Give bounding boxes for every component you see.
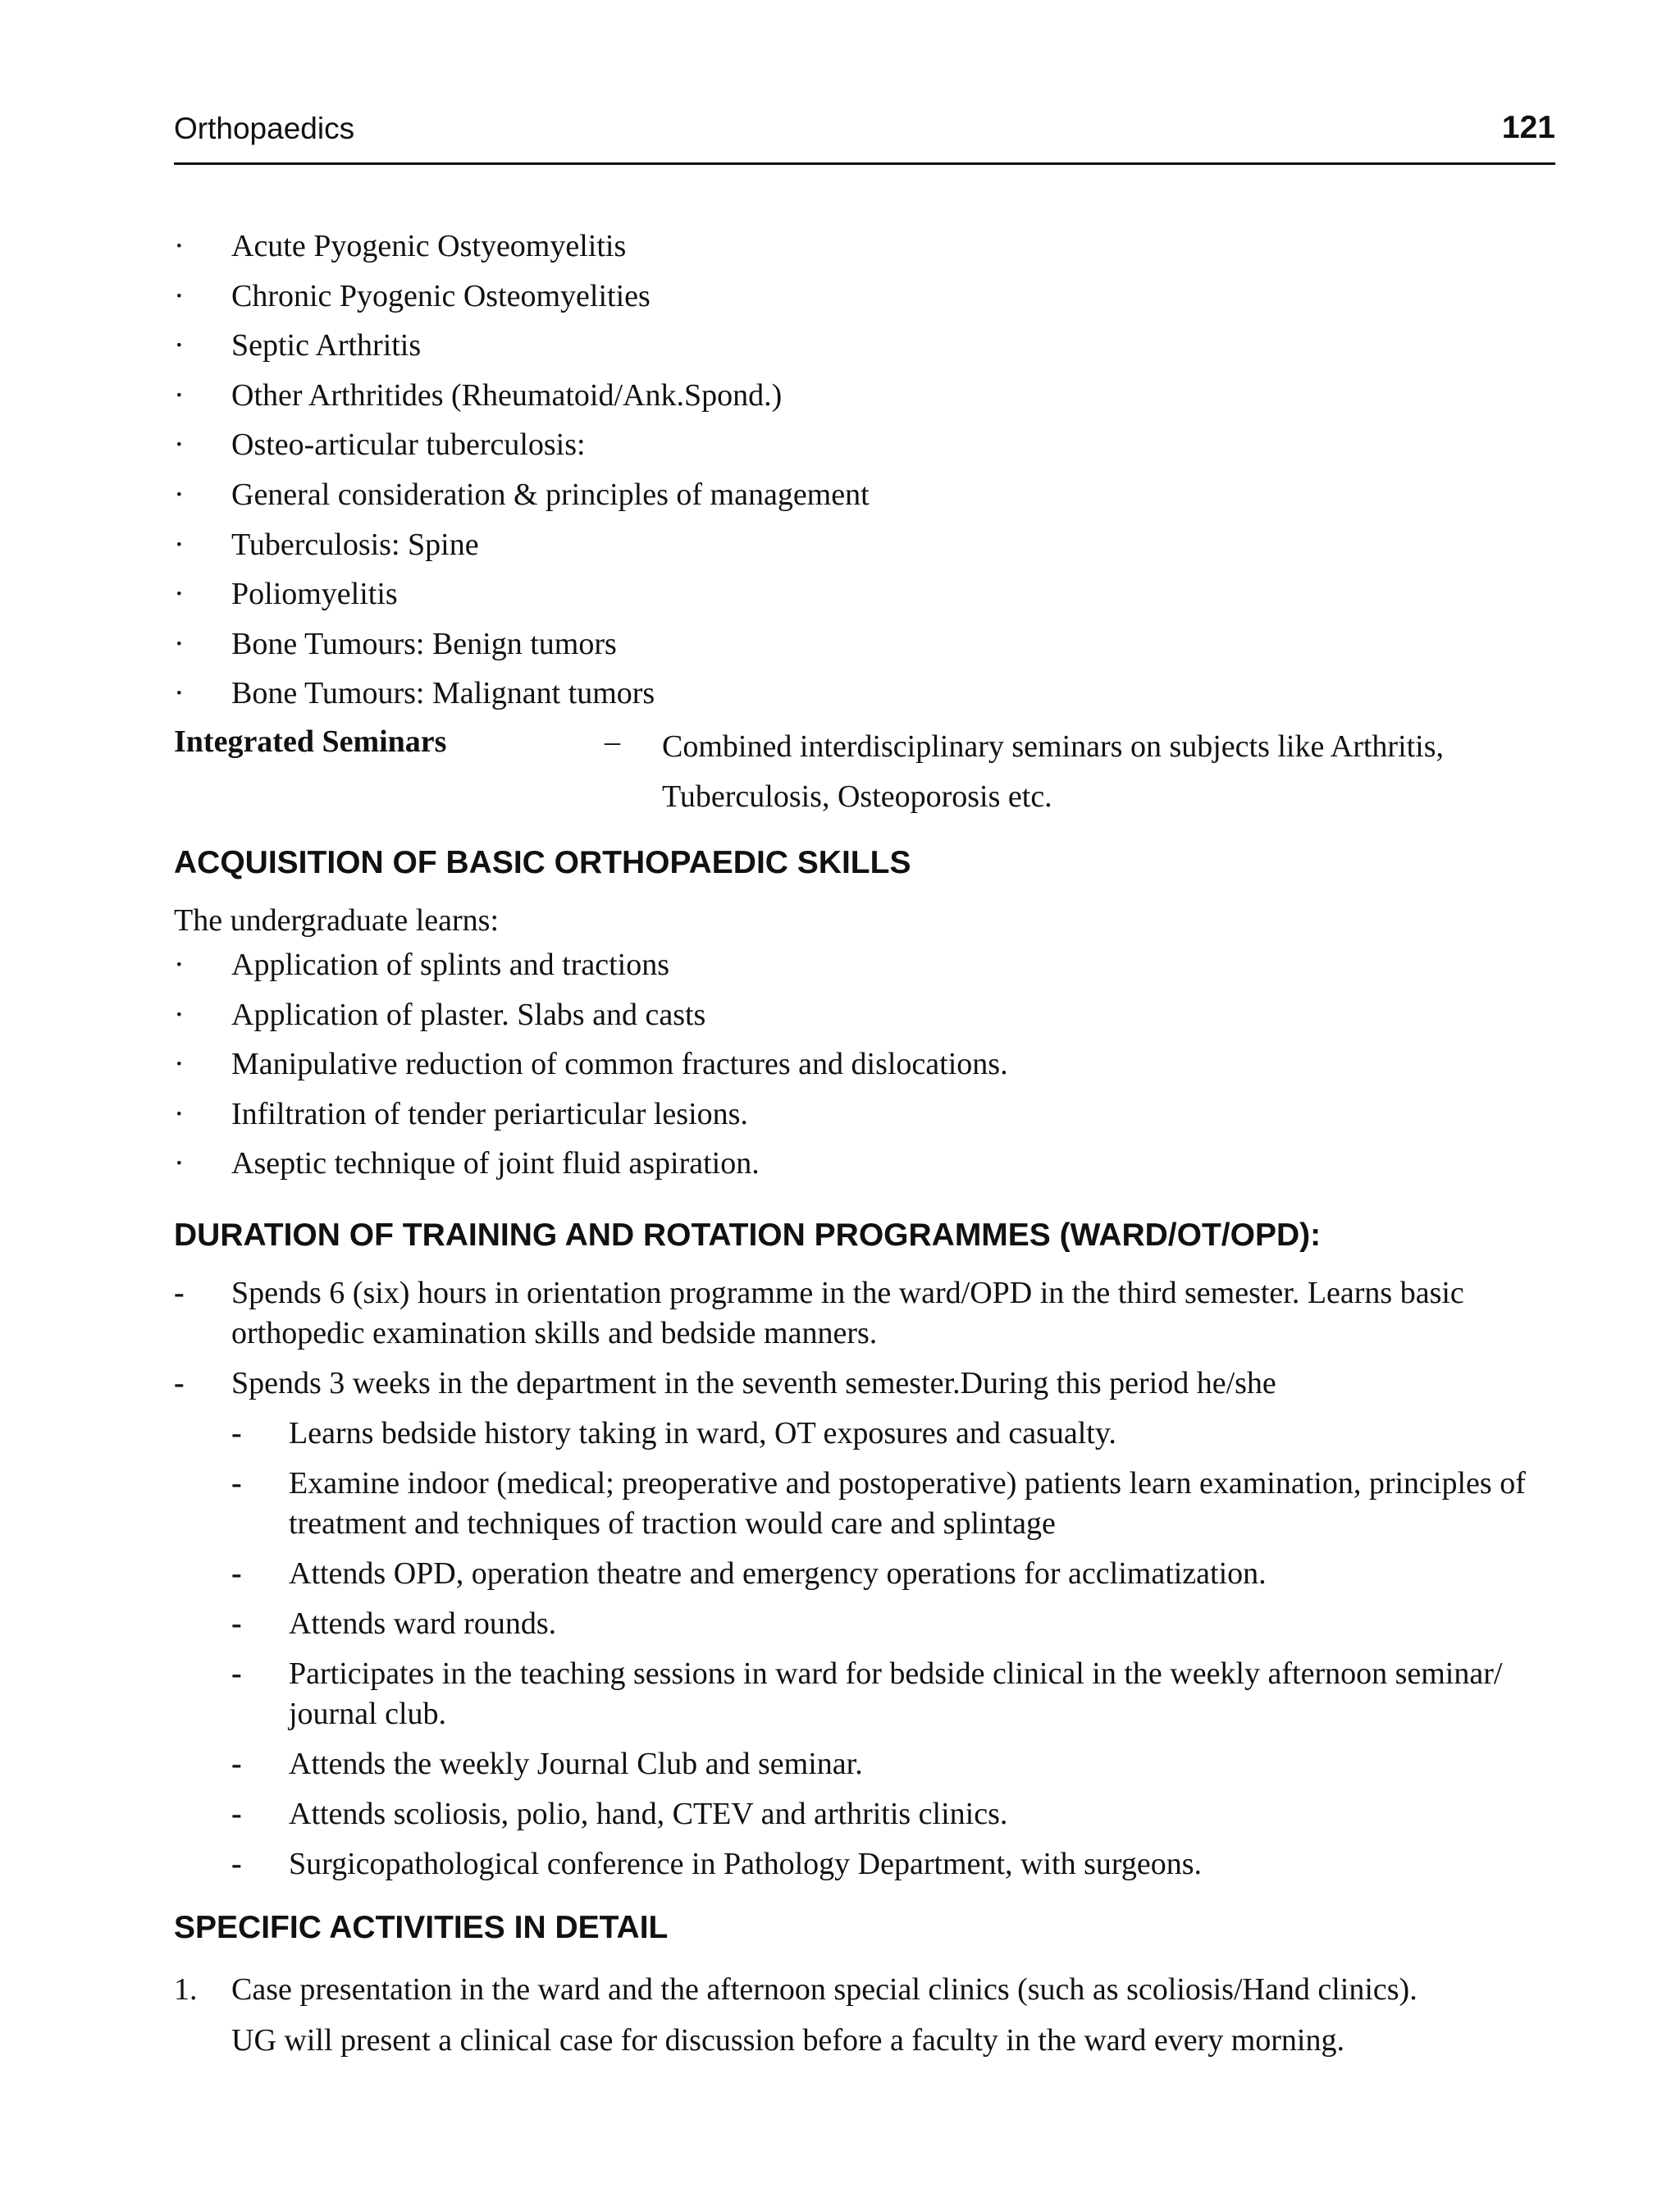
bullet: · xyxy=(174,997,185,1032)
topic-text: General consideration & principles of management xyxy=(231,477,870,512)
dash-marker: - xyxy=(231,1656,242,1691)
bullet: · xyxy=(174,1047,185,1082)
integrated-seminars-dash: – xyxy=(605,724,620,759)
sublist-item xyxy=(231,1654,1555,1734)
list-item xyxy=(174,1144,1008,1194)
list-item xyxy=(174,624,870,674)
duration-text: Spends 6 (six) hours in orientation programme in the ward/OPD in the third semester. Learns basic orthopedic examination skills and bedside manners. xyxy=(231,1276,1464,1350)
topic-text: Acute Pyogenic Ostyeomyelitis xyxy=(231,229,627,263)
list-item xyxy=(174,226,870,276)
bullet: · xyxy=(174,377,185,413)
list-item xyxy=(174,1044,1008,1094)
subitem-text: Participates in the teaching sessions in ward for bedside clinical in the weekly afternoon seminar/ journal club. xyxy=(289,1656,1503,1731)
topic-text: Tuberculosis: Spine xyxy=(231,527,479,562)
sublist-item xyxy=(231,1844,1555,1884)
activities-heading: SPECIFIC ACTIVITIES IN DETAIL xyxy=(174,1910,669,1945)
bullet: · xyxy=(174,948,185,982)
bullet: · xyxy=(174,328,185,363)
bullet: · xyxy=(174,577,185,612)
subitem-text: Attends ward rounds. xyxy=(289,1606,557,1641)
duration-list xyxy=(174,1273,1555,1894)
dash-marker: - xyxy=(231,1797,242,1831)
dash-marker: - xyxy=(174,1366,185,1400)
list-item xyxy=(174,276,870,327)
activity-continuation: UG will present a clinical case for discussion before a faculty in the ward every morning. xyxy=(231,2023,1344,2058)
dash-marker: - xyxy=(174,1276,185,1310)
list-item xyxy=(174,1273,1555,1354)
sublist-item xyxy=(231,1794,1555,1834)
duration-heading: DURATION OF TRAINING AND ROTATION PROGRAMMES (WARD/OT/OPD): xyxy=(174,1217,1322,1253)
integrated-seminars xyxy=(174,722,1555,820)
bullet: · xyxy=(174,676,185,711)
skill-text: Application of plaster. Slabs and casts xyxy=(231,997,706,1032)
subitem-text: Attends scoliosis, polio, hand, CTEV and arthritis clinics. xyxy=(289,1797,1008,1831)
list-item xyxy=(174,1964,1555,2066)
integrated-seminars-label: Integrated Seminars xyxy=(174,724,447,759)
topic-text: Bone Tumours: Benign tumors xyxy=(231,626,617,661)
subitem-text: Examine indoor (medical; preoperative and postoperative) patients learn examination, principles of treatment and techniques of traction would care and splintage xyxy=(289,1466,1526,1541)
bullet: · xyxy=(174,626,185,661)
list-item xyxy=(174,574,870,624)
skills-list xyxy=(174,945,1008,1194)
page-header xyxy=(174,108,1555,165)
bullet: · xyxy=(174,229,185,263)
subitem-text: Attends OPD, operation theatre and emergency operations for acclimatization. xyxy=(289,1556,1267,1591)
list-item xyxy=(174,525,870,575)
activities-list xyxy=(174,1964,1555,2066)
integrated-seminars-text: Combined interdisciplinary seminars on subjects like Arthritis, Tuberculosis, Osteoporosis etc. xyxy=(662,729,1445,814)
subitem-text: Surgicopathological conference in Pathology Department, with surgeons. xyxy=(289,1847,1203,1881)
sublist-item xyxy=(231,1554,1555,1594)
dash-marker: - xyxy=(231,1606,242,1641)
topic-text: Septic Arthritis xyxy=(231,328,422,363)
skill-text: Application of splints and tractions xyxy=(231,948,670,982)
bullet: · xyxy=(174,477,185,512)
bullet: · xyxy=(174,427,185,463)
dash-marker: - xyxy=(231,1847,242,1881)
skill-text: Manipulative reduction of common fractures and dislocations. xyxy=(231,1047,1008,1082)
skills-intro: The undergraduate learns: xyxy=(174,903,500,938)
list-item xyxy=(174,475,870,525)
list-item xyxy=(174,995,1008,1045)
dash-marker: - xyxy=(231,1747,242,1781)
topic-text: Osteo-articular tuberculosis: xyxy=(231,427,586,463)
topic-text: Chronic Pyogenic Osteomyelities xyxy=(231,278,651,313)
skills-heading: ACQUISITION OF BASIC ORTHOPAEDIC SKILLS xyxy=(174,845,911,880)
list-item xyxy=(174,326,870,376)
dash-marker: - xyxy=(231,1556,242,1591)
subitem-text: Learns bedside history taking in ward, OT exposures and casualty. xyxy=(289,1416,1116,1450)
sublist-item xyxy=(231,1414,1555,1454)
dash-marker: - xyxy=(231,1416,242,1450)
page-number: 121 xyxy=(1501,110,1555,145)
sublist-item xyxy=(231,1604,1555,1644)
item-number: 1. xyxy=(174,1972,198,2007)
bullet: · xyxy=(174,527,185,562)
topic-text: Other Arthritides (Rheumatoid/Ank.Spond.) xyxy=(231,377,783,413)
bullet: · xyxy=(174,1096,185,1131)
running-title: Orthopaedics xyxy=(174,112,355,145)
list-item xyxy=(174,1094,1008,1144)
subitem-text: Attends the weekly Journal Club and seminar. xyxy=(289,1747,863,1781)
sublist-item xyxy=(231,1464,1555,1544)
bullet: · xyxy=(174,278,185,313)
sublist-item xyxy=(231,1744,1555,1784)
duration-text: Spends 3 weeks in the department in the seventh semester.During this period he/she xyxy=(231,1366,1276,1400)
list-item xyxy=(174,425,870,475)
topics-list xyxy=(174,226,870,724)
dash-marker: - xyxy=(231,1466,242,1501)
list-item xyxy=(174,674,870,724)
topic-text: Bone Tumours: Malignant tumors xyxy=(231,676,655,711)
activity-text: Case presentation in the ward and the afternoon special clinics (such as scoliosis/Hand clinics). xyxy=(231,1972,1418,2007)
topic-text: Poliomyelitis xyxy=(231,577,398,612)
skill-text: Aseptic technique of joint fluid aspiration. xyxy=(231,1146,760,1181)
duration-sublist xyxy=(231,1414,1555,1884)
list-item xyxy=(174,945,1008,995)
skill-text: Infiltration of tender periarticular lesions. xyxy=(231,1096,748,1131)
list-item xyxy=(174,1364,1555,1884)
bullet: · xyxy=(174,1146,185,1181)
list-item xyxy=(174,376,870,426)
